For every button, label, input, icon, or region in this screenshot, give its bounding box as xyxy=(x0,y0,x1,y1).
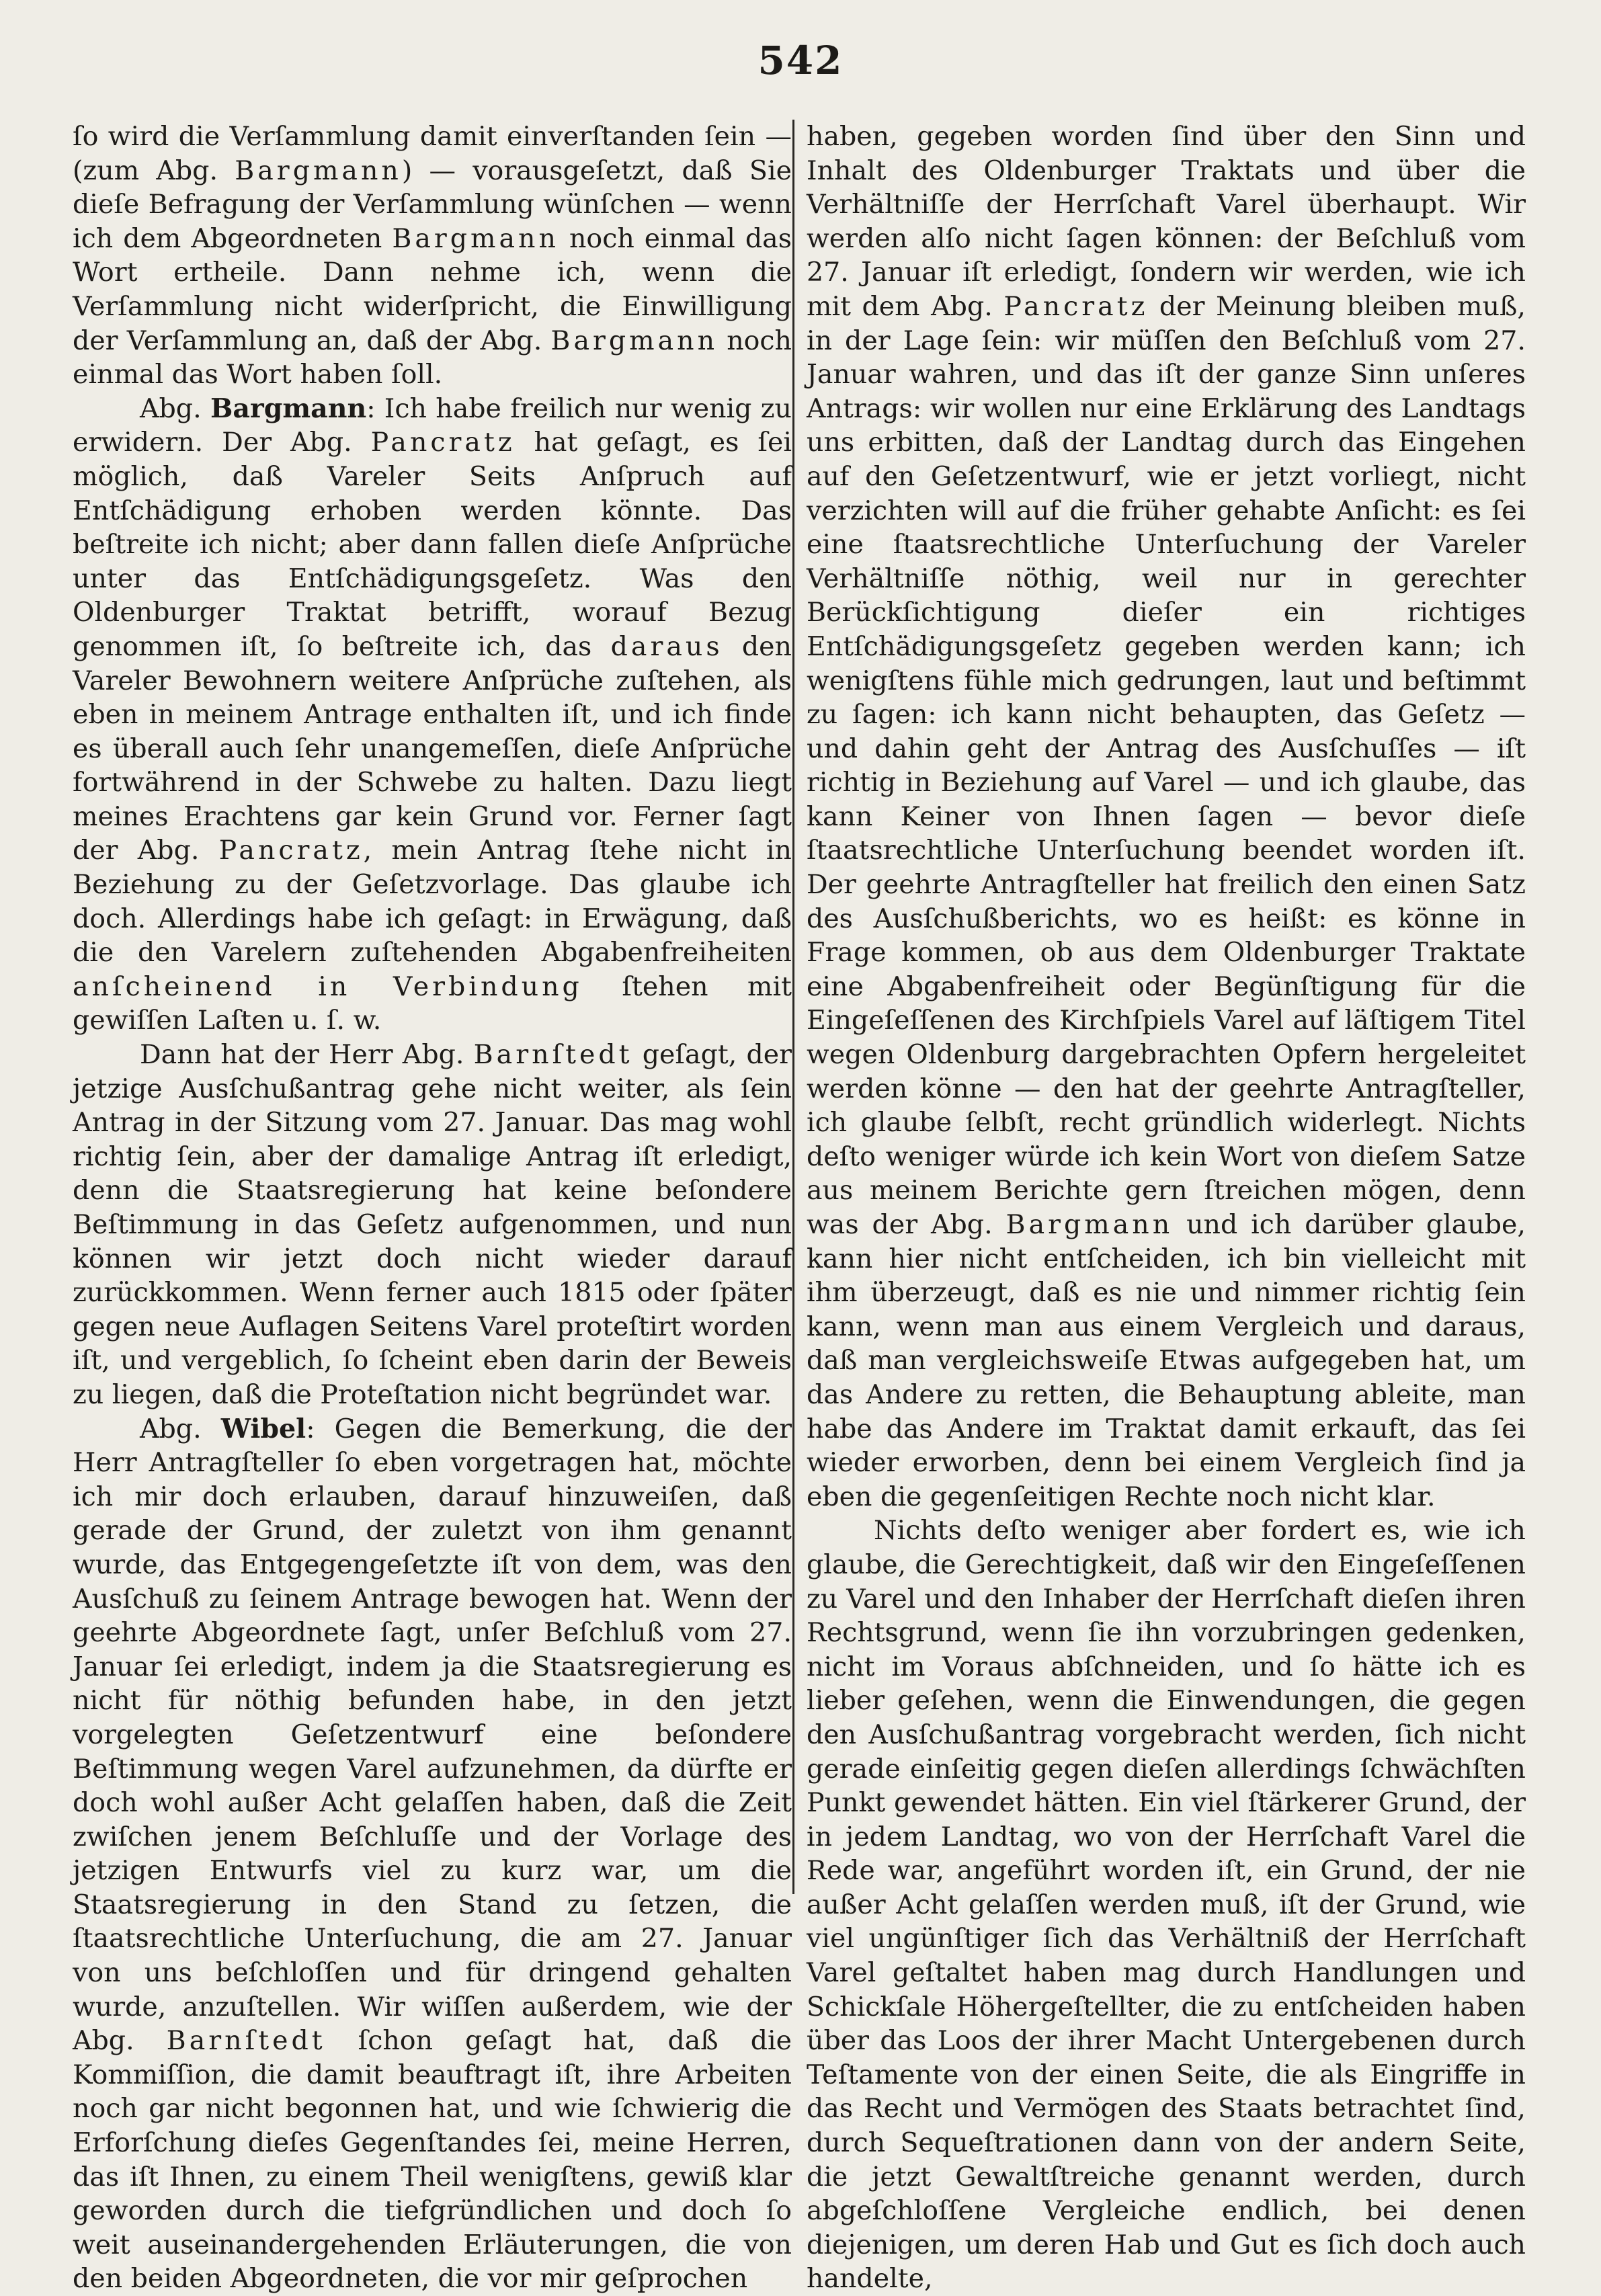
text-run: der Meinung bleiben muß, in der Lage ſein: wir müſſen den Beſchluß vom 27. Januar wahren, und das iſt der ganze Sinn unſeres Antrags: wir wollen nur eine Erklärung des Landtags uns erbitten, daß der Landtag durch das Eingehen auf den Geſetzentwurf, wie er jetzt vorliegt, nicht verzichten will auf die früher gehabte Anſicht: es ſei eine ſtaatsrechtliche Unterſuchung der Vareler Verhältniſſe nöthig, weil nur in gerechter Berückſichtigung dieſer ein richtiges Entſchädigungsgeſetz gegeben werden kann; ich wenigſtens fühle mich gedrungen, laut und beſtimmt zu ſagen: ich kann nicht behaupten, das Geſetz — und dahin geht der Antrag des Ausſchuſſes — iſt richtig in Beziehung auf Varel — und ich glaube, das kann Keiner von Ihnen ſagen — bevor dieſe ſtaatsrechtliche Unterſuchung beendet worden iſt. Der geehrte Antragſteller hat freilich den einen Satz des Ausſchußberichts, wo es heißt: es könne in Frage kommen, ob aus dem Oldenburger Traktate eine Abgabenfreiheit oder Begünſtigung für die Eingeſeſſenen des Kirchſpiels Varel auf läſtigem Titel wegen Oldenburg dargebrachten Opfern hergeleitet werden könne — den hat der geehrte Antragſteller, ich glaube ſelbſt, recht gründlich widerlegt. Nichts deſto weniger würde ich kein Wort von dieſem Satze aus meinem Berichte gern ſtreichen mögen, denn was der Abg. xyxy=(807,290,1526,1240)
text-run: Nichts deſto weniger aber fordert es, wie ich glaube, die Gerechtigkeit, daß wir den Eingeſeſſenen zu Varel und den Inhaber der Herrſchaft dieſen ihren Rechtsgrund, wenn ſie ihn vorzubringen gedenken, nicht im Voraus abſchneiden, und ſo hätte ich es lieber geſehen, wenn die Einwendungen, die gegen den Ausſchußantrag vorgebracht werden, ſich nicht gerade einſeitig gegen dieſen allerdings ſchwächſten Punkt gewendet hätten. Ein viel ſtärkerer Grund, der in jedem Landtag, wo von der Herrſchaft Varel die Rede war, angeführt worden iſt, ein Grund, der nie außer Acht gelaſſen werden muß, iſt der Grund, wie viel ungünſtiger ſich das Verhältniß der Herrſchaft Varel geſtaltet haben mag durch Handlungen und Schickſale Höhergeſtellter, die zu entſcheiden haben über das Loos der ihrer Macht Untergebenen durch Teſtamente von der einen Seite, die als Eingriffe in das Recht und Vermögen des Staats betrachtet ſind, durch Sequeſtrationen dann von der andern Seite, die jetzt Gewaltſtreiche genannt werden, durch abgeſchloſſene Vergleiche endlich, bei denen diejenigen, um deren Hab und Gut es ſich doch auch handelte, xyxy=(807,1515,1526,2295)
text-run: haben, gegeben worden ſind über den Sinn und Inhalt des Oldenburger Traktats und über die Verhältniſſe der Herrſchaft Varel überhaupt. Wir werden alſo nicht ſagen können: der Beſchluß vom 27. Januar iſt erledigt, ſondern wir werden, wie ich mit dem Abg. xyxy=(807,121,1526,322)
text-run: noch einmal das Wort ertheile. Dann nehme ich, wenn die Verſammlung nicht widerſpricht, die Einwilligung der Verſammlung an, daß der Abg. xyxy=(73,222,792,356)
page-number: 542 xyxy=(757,38,844,83)
text-run: : Gegen die Bemerkung, die der Herr Antragſteller ſo eben vorgetragen hat, möchte ich mir doch erlauben, darauf hinzuweiſen, daß gerade der Grund, der zuletzt von ihm genannt wurde, das Entgegengeſetzte iſt von dem, was den Ausſchuß zu ſeinem Antrage bewogen hat. Wenn der geehrte Abgeordnete ſagt, unſer Beſchluß vom 27. Januar ſei erledigt, indem ja die Staatsregierung es nicht für nöthig befunden habe, in den jetzt vorgelegten Geſetzentwurf eine beſondere Beſtimmung wegen Varel aufzunehmen, da dürfte er doch wohl außer Acht gelaſſen haben, daß die Zeit zwiſchen jenem Beſchluſſe und der Vorlage des jetzigen Entwurfs viel zu kurz war, um die Staatsregierung in den Stand zu ſetzen, die ſtaatsrechtliche Unterſuchung, die am 27. Januar von uns beſchloſſen und für dringend gehalten wurde, anzuſtellen. Wir wiſſen außerdem, wie der Abg. xyxy=(73,1413,792,2057)
paragraph xyxy=(807,1514,1526,2296)
speaker-name: Bargmann xyxy=(210,393,367,424)
speaker-name: Pancratz xyxy=(218,835,364,866)
text-run: , mein Antrag ſtehe nicht in Beziehung zu der Geſetzvorlage. Das glaube ich doch. Allerdings habe ich geſagt: in Erwägung, daß die den Varelern zuſtehenden Abgabenfreiheiten xyxy=(73,835,792,969)
paragraph xyxy=(807,120,1526,1514)
text-run: : Ich habe freilich nur wenig zu erwidern. Der Abg. xyxy=(73,393,792,458)
text-run: ſtehen mit gewiſſen Laſten u. ſ. w. xyxy=(73,971,792,1036)
paragraph xyxy=(73,392,792,1038)
paragraph xyxy=(73,120,792,392)
left-column xyxy=(73,120,792,2296)
emphasis: anſcheinend in Verbindung xyxy=(73,971,583,1002)
paragraph xyxy=(73,1038,792,1412)
text-run: noch einmal das Wort haben ſoll. xyxy=(73,325,792,391)
text-run: ſo wird die Verſammlung damit einverſtanden ſein — (zum Abg. xyxy=(73,121,792,186)
text-run: geſagt, der jetzige Ausſchußantrag gehe nicht weiter, als ſein Antrag in der Sitzung vom 27. Januar. Das mag wohl richtig ſein, aber der damalige Antrag iſt erledigt, denn die Staatsregierung hat keine beſondere Beſtimmung in das Geſetz aufgenommen, und nun können wir jetzt doch nicht wieder darauf zurückkommen. Wenn ferner auch 1815 oder ſpäter gegen neue Auflagen Seitens Varel proteſtirt worden iſt, und vergeblich, ſo ſcheint eben darin der Beweis zu liegen, daß die Proteſtation nicht begründet war. xyxy=(73,1039,792,1410)
speaker-name: Wibel xyxy=(220,1413,306,1444)
speaker-name: Bargmann xyxy=(550,325,719,356)
speaker-name: Barnſtedt xyxy=(166,2025,326,2057)
text-run: Abg. xyxy=(140,393,210,424)
text-run: ) — vorausgeſetzt, daß Sie dieſe Befragung der Verſammlung wünſchen — wenn ich dem Abgeordneten xyxy=(73,155,792,254)
speaker-name: Barnſtedt xyxy=(473,1039,633,1071)
speaker-name: Pancratz xyxy=(370,427,516,458)
text-run: Abg. xyxy=(140,1413,221,1444)
speaker-name: Bargmann xyxy=(235,155,402,186)
column-divider xyxy=(792,120,794,1894)
paragraph xyxy=(73,1412,792,2296)
right-column xyxy=(807,120,1526,2296)
speaker-name: Pancratz xyxy=(1003,290,1149,322)
text-run: hat geſagt, es ſei möglich, daß Vareler Seits Anſpruch auf Entſchädigung erhoben werden könnte. Das beſtreite ich nicht; aber dann fallen dieſe Anſprüche unter das Entſchädigungsgeſetz. Was den Oldenburger Traktat betrifft, worauf Bezug genommen iſt, ſo beſtreite ich, das xyxy=(73,427,792,662)
text-run: und ich darüber glaube, kann hier nicht entſcheiden, ich bin vielleicht mit ihm überzeugt, daß es nie und nimmer richtig ſein kann, wenn man aus einem Vergleich und daraus, daß man vergleichsweiſe Etwas aufgegeben hat, um das Andere zu retten, die Behauptung ableite, man habe das Andere im Traktat damit erkauft, das ſei wieder erworben, denn bei einem Vergleich ſind ja eben die gegenſeitigen Rechte noch nicht klar. xyxy=(807,1209,1526,1512)
text-run: ſchon geſagt hat, daß die Kommiſſion, die damit beauftragt iſt, ihre Arbeiten noch gar nicht begonnen hat, und wie ſchwierig die Erforſchung dieſes Gegenſtandes ſei, meine Herren, das iſt Ihnen, zu einem Theil wenigſtens, gewiß klar geworden durch die tiefgründlichen und doch ſo weit auseinandergehenden Erläuterungen, die von den beiden Abgeordneten, die vor mir geſprochen xyxy=(73,2025,792,2295)
speaker-name: Bargmann xyxy=(1005,1209,1174,1240)
speaker-name: Bargmann xyxy=(392,222,559,254)
text-run: den Vareler Bewohnern weitere Anſprüche zuſtehen, als eben in meinem Antrage enthalten iſt, und ich finde es überall auch ſehr unangemeſſen, dieſe Anſprüche fortwährend in der Schwebe zu halten. Dazu liegt meines Erachtens gar kein Grund vor. Ferner ſagt der Abg. xyxy=(73,630,792,866)
emphasis: daraus xyxy=(610,630,723,662)
text-run: Dann hat der Herr Abg. xyxy=(140,1039,474,1071)
